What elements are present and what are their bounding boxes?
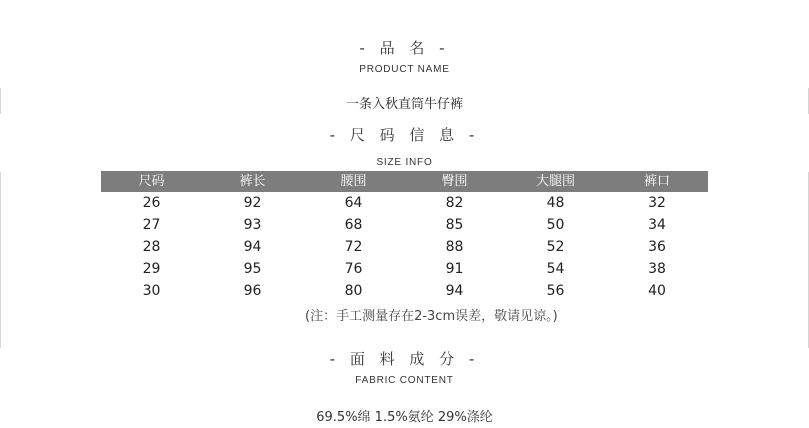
table-row — [101, 192, 708, 214]
product-name-value: 一条入秋直筒牛仔裤 — [345, 97, 463, 112]
cell-thigh: 56 — [546, 283, 565, 299]
left-edge-mark-lower — [0, 172, 1, 348]
cell-waist: 68 — [344, 217, 363, 233]
header-leg-opening: 裤口 — [643, 174, 670, 189]
cell-waist: 64 — [344, 195, 363, 211]
table-row — [101, 236, 708, 258]
cell-size: 27 — [142, 217, 161, 233]
cell-length: 94 — [243, 239, 262, 255]
size-table — [101, 171, 708, 302]
measurement-note: (注：手工测量存在2-3cm误差，敬请见谅。) — [305, 309, 558, 324]
cell-leg-opening: 40 — [648, 283, 666, 299]
cell-size: 28 — [142, 239, 161, 255]
cell-leg-opening: 32 — [648, 195, 666, 211]
cell-thigh: 48 — [546, 195, 565, 211]
header-hip: 臀围 — [441, 174, 468, 189]
cell-size: 26 — [142, 195, 161, 211]
cell-hip: 88 — [445, 239, 464, 255]
cell-thigh: 52 — [546, 239, 565, 255]
cell-thigh: 54 — [546, 261, 565, 277]
header-waist: 腰围 — [340, 174, 367, 189]
size-info-title: - 尺 码 信 息 - — [329, 126, 480, 144]
cell-leg-opening: 34 — [648, 217, 666, 233]
cell-hip: 94 — [445, 283, 464, 299]
cell-length: 92 — [243, 195, 262, 211]
product-name-subtitle: PRODUCT NAME — [359, 64, 450, 75]
cell-hip: 91 — [445, 261, 464, 277]
fabric-composition: 69.5%绵 1.5%氨纶 29%涤纶 — [316, 410, 493, 425]
cell-leg-opening: 36 — [648, 239, 666, 255]
fabric-content-title: - 面 料 成 分 - — [329, 350, 480, 368]
cell-length: 93 — [243, 217, 262, 233]
cell-size: 30 — [142, 283, 161, 299]
cell-waist: 80 — [344, 283, 363, 299]
cell-waist: 72 — [344, 239, 363, 255]
cell-hip: 82 — [445, 195, 464, 211]
cell-hip: 85 — [445, 217, 464, 233]
table-row — [101, 214, 708, 236]
table-row — [101, 258, 708, 280]
cell-size: 29 — [142, 261, 161, 277]
fabric-content-subtitle: FABRIC CONTENT — [355, 375, 454, 386]
cell-leg-opening: 38 — [648, 261, 666, 277]
cell-length: 95 — [243, 261, 262, 277]
header-size: 尺码 — [138, 174, 165, 189]
cell-thigh: 50 — [546, 217, 565, 233]
header-length: 裤长 — [239, 174, 266, 189]
cell-length: 96 — [243, 283, 262, 299]
product-name-title: - 品 名 - — [359, 39, 450, 57]
size-table-header — [101, 171, 708, 192]
size-info-subtitle: SIZE INFO — [376, 157, 433, 168]
table-row — [101, 280, 708, 302]
header-thigh: 大腿围 — [535, 174, 575, 189]
cell-waist: 76 — [344, 261, 363, 277]
